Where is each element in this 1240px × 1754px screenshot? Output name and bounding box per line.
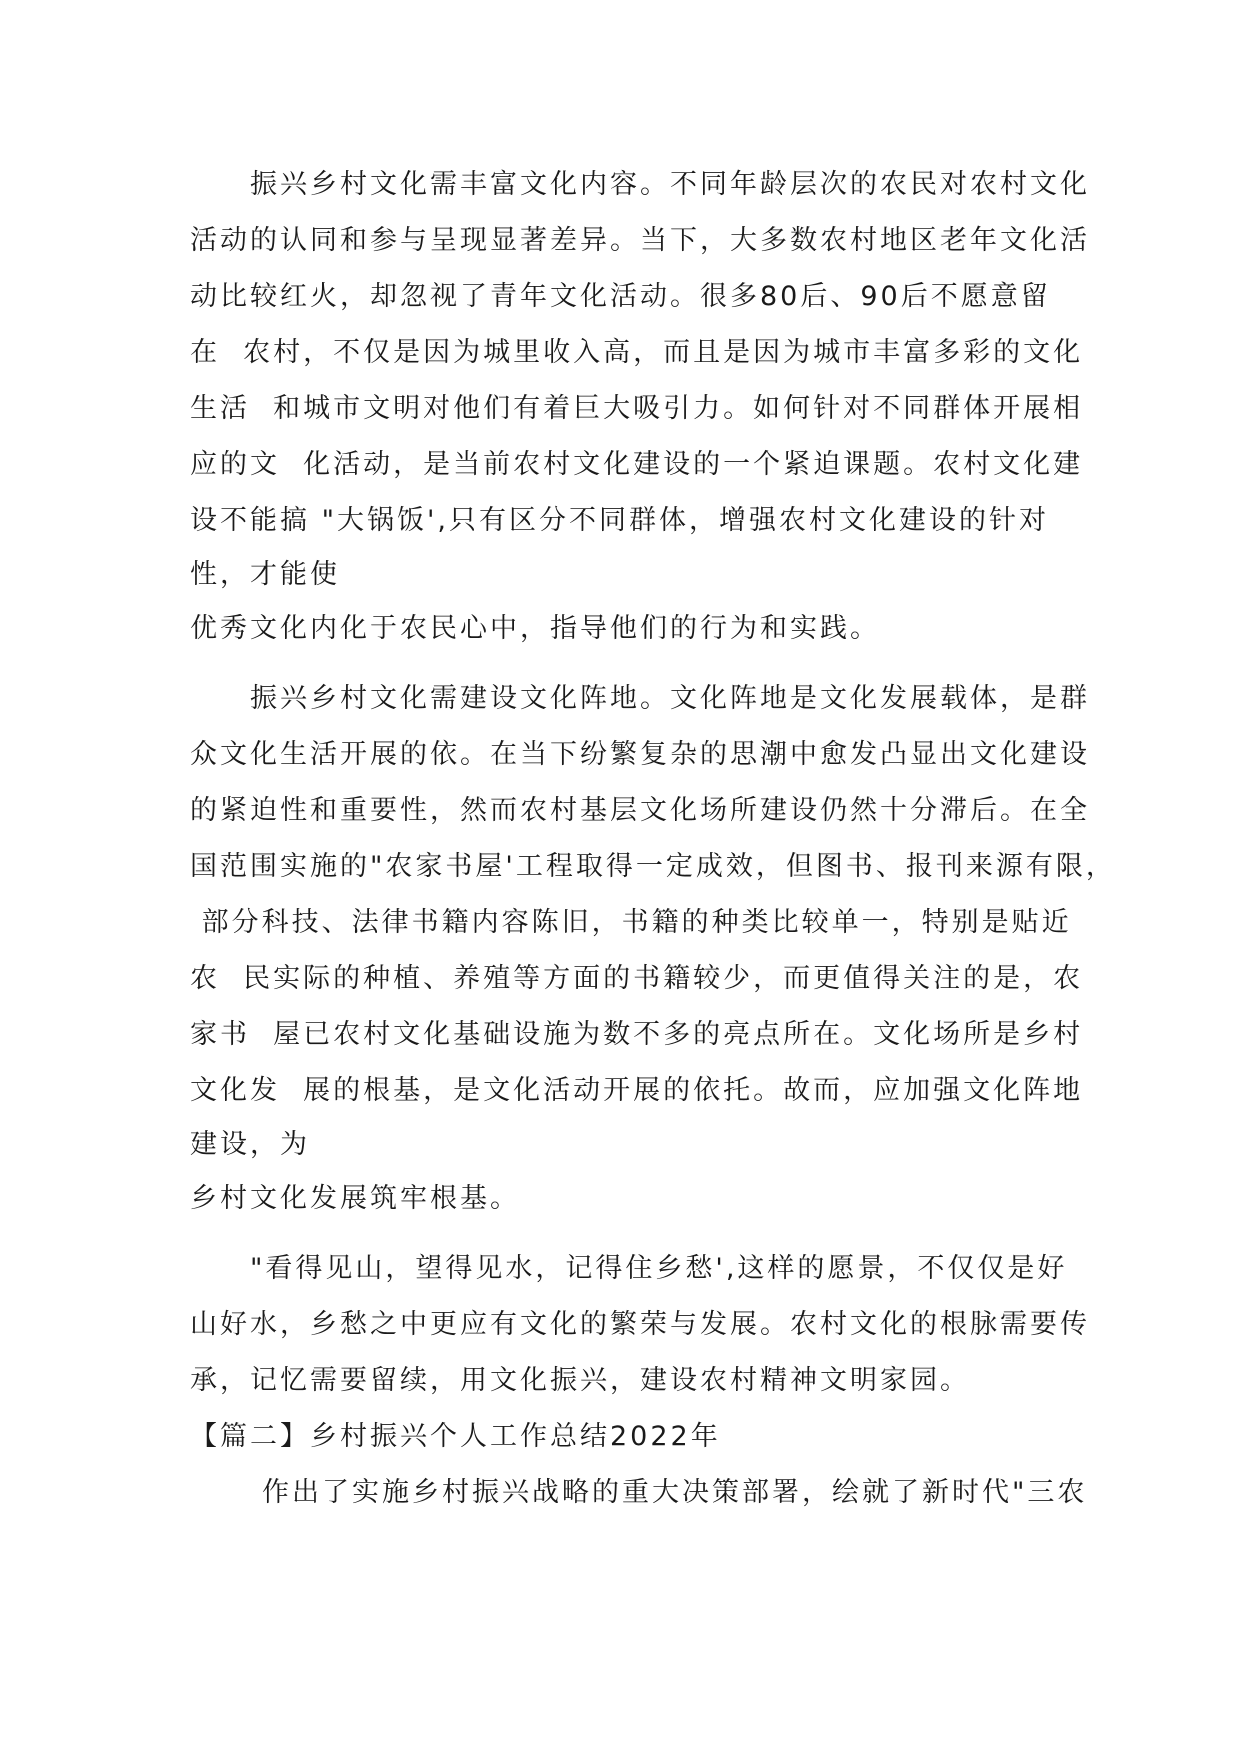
- paragraph-line: 应的文 化活动，是当前农村文化建设的一个紧迫课题。农村文化建: [190, 449, 1084, 480]
- paragraph-line: 国范围实施的"农家书屋'工程取得一定成效，但图书、报刊来源有限，: [190, 851, 1116, 882]
- paragraph-line: 农 民实际的种植、养殖等方面的书籍较少，而更值得关注的是，农: [190, 963, 1084, 994]
- paragraph-line: 乡村文化发展筑牢根基。: [190, 1183, 520, 1214]
- paragraph-line: 建设，为: [190, 1129, 310, 1160]
- paragraph-line: 作出了实施乡村振兴战略的重大决策部署，绘就了新时代"三农: [262, 1477, 1088, 1508]
- paragraph-line: 性，才能使: [190, 559, 340, 590]
- paragraph-line: 家书 屋已农村文化基础设施为数不多的亮点所在。文化场所是乡村: [190, 1019, 1084, 1050]
- paragraph-line: "看得见山，望得见水，记得住乡愁',这样的愿景，不仅仅是好: [250, 1253, 1068, 1284]
- paragraph-line: 生活 和城市文明对他们有着巨大吸引力。如何针对不同群体开展相: [190, 393, 1084, 424]
- paragraph-line: 承，记忆需要留续，用文化振兴，建设农村精神文明家园。: [190, 1365, 970, 1396]
- paragraph-line: 动比较红火，却忽视了青年文化活动。很多80后、90后不愿意留: [190, 281, 1051, 312]
- paragraph-line: 在 农村，不仅是因为城里收入高，而且是因为城市丰富多彩的文化: [190, 337, 1084, 368]
- paragraph-line: 活动的认同和参与呈现显著差异。当下，大多数农村地区老年文化活: [190, 225, 1090, 256]
- paragraph-line: 部分科技、法律书籍内容陈旧，书籍的种类比较单一，特别是贴近: [190, 907, 1072, 938]
- paragraph-line: 文化发 展的根基，是文化活动开展的依托。故而，应加强文化阵地: [190, 1075, 1084, 1106]
- paragraph-line: 振兴乡村文化需建设文化阵地。文化阵地是文化发展载体，是群: [250, 683, 1090, 714]
- paragraph-line: 的紧迫性和重要性，然而农村基层文化场所建设仍然十分滞后。在全: [190, 795, 1090, 826]
- section-heading: 【篇二】乡村振兴个人工作总结2022年: [190, 1421, 721, 1452]
- paragraph-line: 山好水，乡愁之中更应有文化的繁荣与发展。农村文化的根脉需要传: [190, 1309, 1090, 1340]
- paragraph-line: 优秀文化内化于农民心中，指导他们的行为和实践。: [190, 613, 880, 644]
- paragraph-line: 众文化生活开展的依。在当下纷繁复杂的思潮中愈发凸显出文化建设: [190, 739, 1090, 770]
- paragraph-line: 振兴乡村文化需丰富文化内容。不同年龄层次的农民对农村文化: [250, 169, 1090, 200]
- paragraph-line: 设不能搞 "大锅饭',只有区分不同群体，增强农村文化建设的针对: [190, 505, 1050, 536]
